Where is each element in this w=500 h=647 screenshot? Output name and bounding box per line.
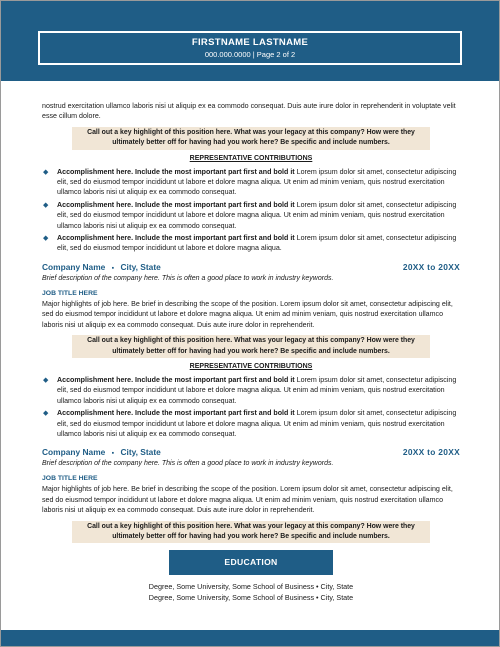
company-info [42,447,161,459]
accomplishment-text: Lorem ipsum dolor sit amet, consectetur adipiscing elit, sed do eiusmod tempor incididunt ut labore et dolore magna aliqua. Ut enim ad minim veniam, quis nostrud exercitation ullamco laboris nisi ut aliquip ex ea commodo consequat. [57,200,457,230]
separator-icon: ▪ [111,264,115,272]
list-item [42,233,460,254]
accomplishment-text: Lorem ipsum dolor sit amet, consectetur adipiscing elit, sed do eiusmod tempor incididunt ut labore et dolore magna aliqua. Ut enim ad minim veniam, quis nostrud exercitation ullamco laboris nisi ut aliquip ex ea commodo consequat. [57,167,457,197]
list-item [42,375,460,406]
contributions-heading: REPRESENTATIVE CONTRIBUTIONS [189,362,313,370]
accomplishment-text: Lorem ipsum dolor sit amet, consectetur adipiscing elit, sed do eiusmod tempor incididunt ut labore et dolore magna aliqua. [57,234,457,253]
company-row [42,262,460,274]
separator-icon: ▪ [111,450,115,458]
employment-dates: 20XX to 20XX [402,261,460,272]
diamond-icon: ◆ [43,410,49,418]
contributions-heading: REPRESENTATIVE CONTRIBUTIONS [189,154,313,162]
header-box [38,31,462,65]
company-location: City, State [120,261,161,272]
job-summary: Major highlights of job here. Be brief in describing the scope of the position. Lorem ipsum dolor sit amet, consectetur adipiscing elit, sed do eiusmod tempor incididunt ut labore et dolore magna aliqua. Ut enim ad minim veniam, quis nostrud exercitation ullamco laboris nisi ut aliquip ex ea commodo consequat. Duis aute irure dolor in reprehenderit. [42,299,453,329]
continued-paragraph: nostrud exercitation ullamco laboris nisi ut aliquip ex ea commodo consequat. Duis aute irure dolor in reprehenderit in voluptate velit esse cillum dolore. [42,102,456,121]
contributions-list [42,167,460,254]
list-item [42,408,460,439]
company-name: Company Name [42,261,106,272]
footer-band [1,630,499,646]
contributions-list [42,375,460,439]
list-item [42,167,460,198]
company-info [42,262,161,274]
accomplishment-text: Lorem ipsum dolor sit amet, consectetur adipiscing elit, sed do eiusmod tempor incididunt ut labore et dolore magna aliqua. Ut enim ad minim veniam, quis nostrud exercitation ullamco laboris nisi ut aliquip ex ea commodo consequat. [57,375,457,405]
job-title: JOB TITLE HERE [42,475,98,483]
diamond-icon: ◆ [43,376,49,384]
accomplishment-lead: Accomplishment here. Include the most important part first and bold it [57,409,295,418]
diamond-icon: ◆ [43,201,49,209]
key-highlight-box: Call out a key highlight of this position here. What was your legacy at this company? How were they ultimately better off for having had you work here? Be specific and include numbers. [72,521,430,544]
education-heading: EDUCATION [169,550,333,575]
key-highlight-box: Call out a key highlight of this position here. What was your legacy at this company? How were they ultimately better off for having had you work here? Be specific and include numbers. [72,335,430,358]
company-description: Brief description of the company here. This is often a good place to work in industry keywords. [42,460,334,468]
company-location: City, State [120,447,161,458]
resume-body [42,101,460,603]
job-summary: Major highlights of job here. Be brief in describing the scope of the position. Lorem ipsum dolor sit amet, consectetur adipiscing elit, sed do eiusmod tempor incididunt ut labore et dolore magna aliqua. Ut enim ad minim veniam, quis nostrud exercitation ullamco laboris nisi ut aliquip ex ea commodo consequat. Duis aute irure dolor in reprehenderit. [42,485,453,515]
company-description: Brief description of the company here. This is often a good place to work in industry keywords. [42,274,334,282]
company-row [42,447,460,459]
employment-dates: 20XX to 20XX [402,447,460,458]
degree-line: Degree, Some University, Some School of Business • City, State [148,582,354,592]
key-highlight-box: Call out a key highlight of this position here. What was your legacy at this company? How were they ultimately better off for having had you work here? Be specific and include numbers. [72,127,430,150]
accomplishment-lead: Accomplishment here. Include the most important part first and bold it [57,200,295,209]
company-name: Company Name [42,447,106,458]
list-item [42,200,460,231]
diamond-icon: ◆ [43,168,49,176]
candidate-name: FIRSTNAME LASTNAME [191,37,309,48]
degree-line: Degree, Some University, Some School of Business • City, State [148,592,354,602]
accomplishment-lead: Accomplishment here. Include the most important part first and bold it [57,375,295,384]
accomplishment-lead: Accomplishment here. Include the most important part first and bold it [57,234,295,243]
accomplishment-text: Lorem ipsum dolor sit amet, consectetur adipiscing elit, sed do eiusmod tempor incididunt ut labore et dolore magna aliqua. Ut enim ad minim veniam, quis nostrud exercitation ullamco laboris nisi ut aliquip ex ea commodo consequat. [57,409,457,438]
diamond-icon: ◆ [43,235,49,243]
accomplishment-lead: Accomplishment here. Include the most important part first and bold it [57,167,295,176]
job-title: JOB TITLE HERE [42,289,98,297]
contact-line: 000.000.0000 | Page 2 of 2 [204,50,296,59]
header-band [1,1,499,81]
